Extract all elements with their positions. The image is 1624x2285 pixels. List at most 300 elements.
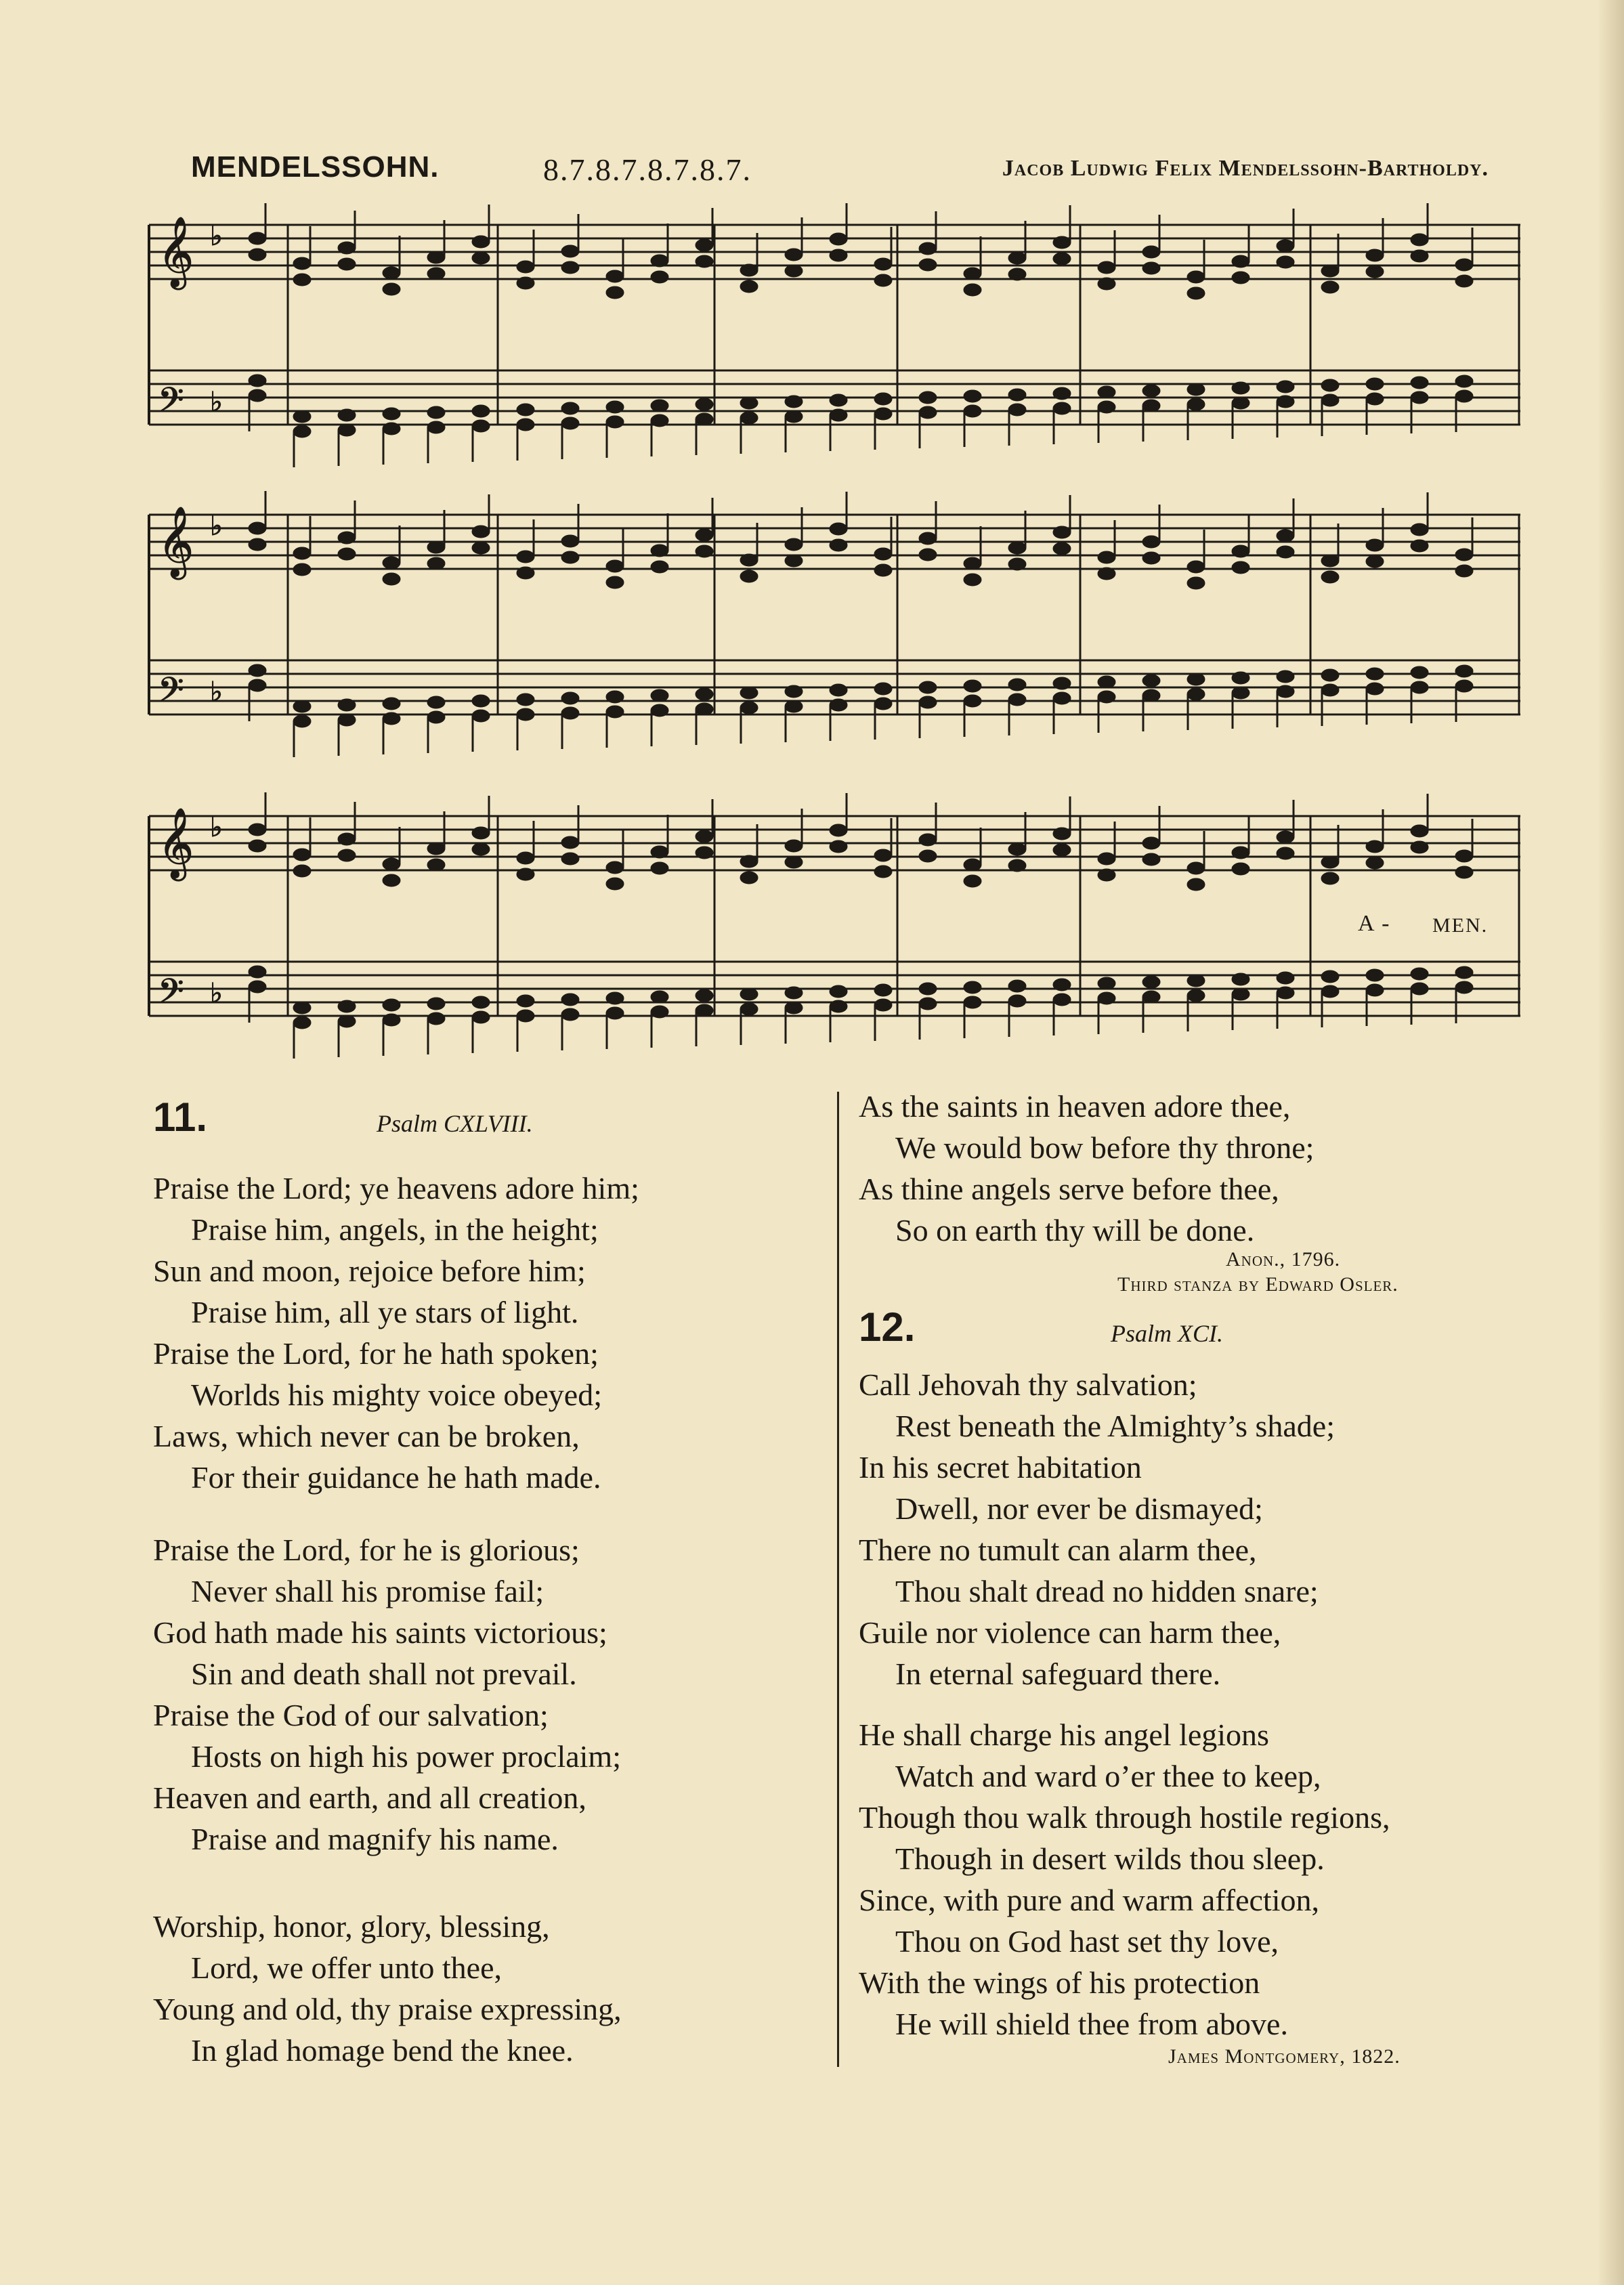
note-head — [785, 840, 803, 852]
note-head — [472, 996, 490, 1008]
verse-line: Young and old, thy praise expressing, — [153, 1992, 622, 2026]
note-head — [472, 1011, 490, 1023]
note-head — [1277, 396, 1294, 408]
note-head — [1277, 847, 1294, 859]
note-head — [1098, 676, 1115, 688]
note-head — [1053, 692, 1071, 704]
note-head — [427, 711, 445, 723]
note-head — [427, 859, 445, 871]
note-head — [1053, 402, 1071, 414]
attribution-montgomery: James Montgomery, 1822. — [1168, 2045, 1401, 2068]
note-head — [293, 1017, 311, 1029]
note-head — [651, 689, 668, 702]
note-head — [696, 989, 713, 1002]
amen-syllable-men: MEN. — [1432, 914, 1489, 937]
flat-icon: ♭ — [210, 677, 223, 707]
note-head — [338, 258, 356, 270]
flat-icon: ♭ — [210, 511, 223, 541]
note-head — [1098, 853, 1115, 865]
note-head — [696, 688, 713, 700]
note-head — [517, 852, 534, 864]
note-head — [740, 1003, 758, 1015]
note-head — [1053, 253, 1071, 265]
note-head — [472, 252, 490, 264]
verse-line: For their guidance he hath made. — [191, 1460, 601, 1495]
note-head — [696, 1004, 713, 1017]
note-head — [249, 664, 266, 677]
note-head — [830, 249, 847, 261]
note-head — [874, 393, 892, 405]
flat-icon: ♭ — [210, 812, 223, 842]
note-head — [561, 551, 579, 563]
note-head — [1142, 385, 1160, 397]
note-head — [1232, 672, 1249, 684]
note-head — [696, 830, 713, 842]
note-head — [338, 1015, 356, 1027]
note-head — [517, 261, 534, 273]
verse-line: Hosts on high his power proclaim; — [191, 1739, 621, 1774]
note-head — [785, 685, 803, 698]
note-head — [1053, 542, 1071, 555]
note-head — [561, 245, 579, 257]
verse-line: In his secret habitation — [859, 1450, 1142, 1485]
verse-line: In eternal safeguard there. — [895, 1657, 1221, 1691]
note-head — [293, 410, 311, 423]
note-head — [1098, 992, 1115, 1004]
note-head — [1455, 259, 1473, 271]
note-head — [1098, 386, 1115, 398]
note-head — [1187, 271, 1205, 283]
note-head — [874, 258, 892, 270]
note-head — [740, 264, 758, 276]
treble-clef-icon: 𝄞 — [158, 506, 194, 577]
verse-line: God hath made his saints victorious; — [153, 1615, 607, 1650]
note-head — [1455, 390, 1473, 402]
note-head — [383, 1014, 400, 1026]
note-head — [740, 412, 758, 424]
note-head — [561, 535, 579, 547]
treble-clef-icon: 𝄞 — [158, 807, 194, 878]
note-head — [964, 405, 981, 417]
note-head — [919, 406, 937, 419]
note-head — [1187, 561, 1205, 573]
note-head — [651, 862, 668, 874]
note-head — [1321, 571, 1339, 583]
verse-line: So on earth thy will be done. — [895, 1213, 1255, 1247]
note-head — [1277, 530, 1294, 542]
note-head — [874, 698, 892, 710]
note-head — [1411, 681, 1428, 693]
note-head — [1187, 577, 1205, 589]
verse-line: Guile nor violence can harm thee, — [859, 1615, 1281, 1650]
note-head — [1098, 261, 1115, 274]
note-head — [1455, 375, 1473, 387]
note-head — [785, 249, 803, 261]
verse-line: Praise the Lord; ye heavens adore him; — [153, 1171, 639, 1205]
note-head — [919, 998, 937, 1010]
note-head — [1411, 825, 1428, 837]
note-head — [1008, 404, 1026, 416]
note-head — [1366, 378, 1384, 390]
note-head — [651, 704, 668, 717]
flat-icon: ♭ — [210, 221, 223, 251]
note-head — [830, 523, 847, 535]
note-head — [472, 526, 490, 538]
note-head — [472, 405, 490, 417]
note-head — [606, 286, 624, 299]
note-head — [293, 547, 311, 559]
note-head — [383, 423, 400, 435]
note-head — [1232, 973, 1249, 985]
note-head — [1232, 272, 1249, 284]
note-head — [785, 856, 803, 868]
note-head — [1142, 400, 1160, 412]
note-head — [1321, 281, 1339, 293]
note-head — [740, 872, 758, 884]
note-head — [874, 564, 892, 576]
note-head — [1053, 526, 1071, 538]
note-head — [1142, 837, 1160, 849]
note-head — [830, 539, 847, 551]
note-head — [964, 996, 981, 1008]
note-head — [427, 842, 445, 855]
note-head — [606, 416, 624, 428]
note-head — [338, 833, 356, 845]
note-head — [1366, 969, 1384, 981]
note-head — [383, 283, 400, 295]
note-head — [338, 699, 356, 711]
note-head — [383, 408, 400, 420]
note-head — [964, 574, 981, 586]
note-head — [606, 992, 624, 1004]
verse-line: He shall charge his angel legions — [859, 1717, 1269, 1752]
note-head — [293, 274, 311, 286]
note-head — [785, 555, 803, 567]
note-head — [427, 541, 445, 553]
note-head — [1277, 670, 1294, 683]
note-head — [293, 715, 311, 727]
attribution-osler: Third stanza by Edward Osler. — [1117, 1273, 1398, 1296]
note-head — [338, 424, 356, 436]
note-head — [874, 866, 892, 878]
note-head — [338, 532, 356, 544]
note-head — [740, 570, 758, 582]
note-head — [830, 394, 847, 406]
note-head — [249, 232, 266, 244]
note-head — [1008, 843, 1026, 855]
note-head — [651, 846, 668, 858]
note-head — [919, 834, 937, 846]
note-head — [1053, 828, 1071, 840]
note-head — [427, 406, 445, 419]
note-head — [919, 983, 937, 995]
note-head — [517, 708, 534, 721]
note-head — [964, 268, 981, 280]
note-head — [919, 242, 937, 255]
note-head — [427, 421, 445, 433]
note-head — [249, 840, 266, 852]
note-head — [1411, 841, 1428, 853]
note-head — [651, 1006, 668, 1018]
note-head — [696, 413, 713, 425]
note-head — [1008, 542, 1026, 554]
note-head — [1232, 255, 1249, 268]
verse-line: Sin and death shall not prevail. — [191, 1657, 577, 1691]
note-head — [1098, 568, 1115, 580]
verse-line: Sun and moon, rejoice before him; — [153, 1254, 586, 1288]
note-head — [696, 398, 713, 410]
note-head — [606, 401, 624, 413]
note-head — [964, 981, 981, 994]
note-head — [740, 855, 758, 868]
note-head — [1411, 234, 1428, 246]
note-head — [517, 277, 534, 289]
note-head — [1321, 394, 1339, 406]
note-head — [1411, 391, 1428, 404]
note-head — [1366, 265, 1384, 278]
note-head — [1277, 972, 1294, 984]
note-head — [517, 551, 534, 563]
note-head — [964, 390, 981, 402]
note-head — [1411, 666, 1428, 679]
note-head — [338, 1000, 356, 1012]
note-head — [696, 847, 713, 859]
attribution-anon: Anon., 1796. — [1226, 1248, 1341, 1270]
note-head — [1232, 382, 1249, 394]
note-head — [919, 549, 937, 561]
note-head — [1321, 555, 1339, 567]
note-head — [427, 557, 445, 570]
composer: Jacob Ludwig Felix Mendelssohn-Bartholdy. — [1002, 156, 1489, 181]
note-head — [1142, 262, 1160, 274]
meter: 8.7.8.7.8.7.8.7. — [543, 152, 752, 187]
note-head — [874, 849, 892, 861]
note-head — [964, 284, 981, 296]
note-head — [1008, 268, 1026, 280]
note-head — [651, 271, 668, 283]
note-head — [830, 233, 847, 245]
note-head — [696, 529, 713, 541]
note-head — [1232, 863, 1249, 875]
note-head — [249, 538, 266, 551]
note-head — [964, 680, 981, 692]
note-head — [1053, 236, 1071, 249]
verse-line: Dwell, nor ever be dismayed; — [895, 1491, 1263, 1526]
note-head — [472, 827, 490, 839]
note-head — [919, 696, 937, 708]
note-head — [1366, 539, 1384, 551]
note-head — [1277, 685, 1294, 698]
note-head — [606, 878, 624, 890]
note-head — [651, 561, 668, 573]
verse-line: Watch and ward o’er thee to keep, — [895, 1759, 1321, 1793]
note-head — [561, 836, 579, 849]
note-head — [696, 255, 713, 268]
verse-line: There no tumult can alarm thee, — [859, 1533, 1257, 1567]
note-head — [1321, 379, 1339, 391]
note-head — [472, 710, 490, 722]
note-head — [338, 849, 356, 861]
verse-line: Since, with pure and warm affection, — [859, 1883, 1319, 1917]
note-head — [249, 966, 266, 978]
note-head — [1321, 872, 1339, 884]
page-edge-shadow — [1597, 0, 1624, 2285]
note-head — [785, 265, 803, 277]
note-head — [1187, 862, 1205, 874]
note-head — [427, 251, 445, 263]
note-head — [874, 274, 892, 286]
note-head — [740, 280, 758, 293]
note-head — [785, 987, 803, 999]
note-head — [651, 544, 668, 557]
verse-line: Though in desert wilds thou sleep. — [895, 1841, 1325, 1876]
note-head — [293, 425, 311, 437]
note-head — [561, 261, 579, 274]
note-head — [1008, 693, 1026, 706]
note-head — [1321, 856, 1339, 868]
note-head — [785, 700, 803, 712]
note-head — [606, 576, 624, 589]
note-head — [383, 999, 400, 1011]
note-head — [1232, 687, 1249, 699]
flat-icon: ♭ — [210, 387, 223, 417]
note-head — [1187, 975, 1205, 987]
note-head — [606, 861, 624, 874]
hymn-number: 12. — [859, 1304, 916, 1350]
note-head — [696, 545, 713, 557]
verse-line: Though thou walk through hostile regions, — [859, 1800, 1390, 1835]
note-head — [427, 268, 445, 280]
note-head — [874, 683, 892, 695]
note-head — [696, 703, 713, 715]
note-head — [740, 988, 758, 1000]
note-head — [1187, 878, 1205, 891]
verse-line: Praise the Lord, for he hath spoken; — [153, 1336, 599, 1371]
note-head — [383, 874, 400, 887]
note-head — [293, 257, 311, 270]
note-head — [517, 419, 534, 431]
verse-line: With the wings of his protection — [859, 1965, 1260, 2000]
note-head — [606, 560, 624, 572]
note-head — [1187, 673, 1205, 685]
note-head — [249, 679, 266, 691]
note-head — [1098, 869, 1115, 881]
note-head — [249, 522, 266, 534]
note-head — [1098, 401, 1115, 413]
verse-line: Praise him, angels, in the height; — [191, 1212, 599, 1247]
note-head — [1053, 387, 1071, 400]
note-head — [561, 692, 579, 704]
note-head — [1053, 994, 1071, 1006]
bass-clef-icon: 𝄢 — [158, 972, 184, 1019]
flat-icon: ♭ — [210, 978, 223, 1008]
note-head — [964, 859, 981, 871]
note-head — [919, 681, 937, 693]
note-head — [606, 706, 624, 718]
note-head — [561, 994, 579, 1006]
note-head — [606, 691, 624, 703]
note-head — [1366, 857, 1384, 869]
note-head — [383, 267, 400, 279]
note-head — [1008, 980, 1026, 992]
verse-line: Lord, we offer unto thee, — [191, 1950, 502, 1985]
note-head — [1411, 968, 1428, 980]
note-head — [1232, 561, 1249, 574]
note-head — [1008, 995, 1026, 1007]
note-head — [1455, 565, 1473, 577]
note-head — [696, 239, 713, 251]
note-head — [1411, 540, 1428, 552]
note-head — [651, 414, 668, 427]
note-head — [1411, 250, 1428, 262]
note-head — [427, 1012, 445, 1025]
verse-line: Thou shalt dread no hidden snare; — [895, 1574, 1319, 1608]
note-head — [1142, 976, 1160, 988]
verse-line: Praise the Lord, for he is glorious; — [153, 1533, 580, 1567]
note-head — [561, 1008, 579, 1021]
note-head — [1277, 240, 1294, 252]
verse-line: Worlds his mighty voice obeyed; — [191, 1378, 602, 1412]
note-head — [1053, 979, 1071, 991]
note-head — [1187, 398, 1205, 410]
note-head — [606, 1007, 624, 1019]
note-head — [1232, 397, 1249, 409]
tune-name: MENDELSSOHN. — [191, 150, 440, 184]
note-head — [1366, 555, 1384, 568]
note-head — [919, 850, 937, 862]
note-head — [338, 548, 356, 560]
note-head — [517, 1010, 534, 1022]
note-head — [1455, 275, 1473, 287]
note-head — [1411, 377, 1428, 389]
note-head — [830, 409, 847, 421]
note-head — [1455, 866, 1473, 878]
note-head — [1411, 983, 1428, 995]
note-head — [249, 375, 266, 387]
note-head — [249, 249, 266, 261]
amen-syllable-a: A - — [1358, 911, 1391, 936]
hymn-number: 11. — [153, 1094, 208, 1140]
note-head — [1008, 389, 1026, 401]
bass-clef-icon: 𝄢 — [158, 381, 184, 428]
verse-line: Praise and magnify his name. — [191, 1822, 559, 1856]
note-head — [1008, 679, 1026, 691]
verse-line: As thine angels serve before thee, — [859, 1172, 1279, 1206]
note-head — [1187, 989, 1205, 1002]
note-head — [1098, 691, 1115, 703]
verse-line: Praise him, all ye stars of light. — [191, 1295, 579, 1329]
tune-header — [191, 150, 1489, 191]
treble-clef-icon: 𝄞 — [158, 216, 194, 287]
note-head — [1098, 551, 1115, 563]
note-head — [1187, 688, 1205, 700]
note-head — [561, 402, 579, 414]
note-head — [472, 695, 490, 707]
note-head — [830, 824, 847, 836]
note-head — [517, 404, 534, 416]
note-head — [1411, 524, 1428, 536]
note-head — [1366, 984, 1384, 996]
note-head — [740, 687, 758, 699]
note-head — [651, 991, 668, 1003]
note-head — [830, 699, 847, 711]
verse-line: Heaven and earth, and all creation, — [153, 1780, 586, 1815]
note-head — [830, 840, 847, 853]
note-head — [964, 695, 981, 707]
note-head — [383, 698, 400, 710]
note-head — [472, 420, 490, 432]
note-head — [1321, 985, 1339, 998]
